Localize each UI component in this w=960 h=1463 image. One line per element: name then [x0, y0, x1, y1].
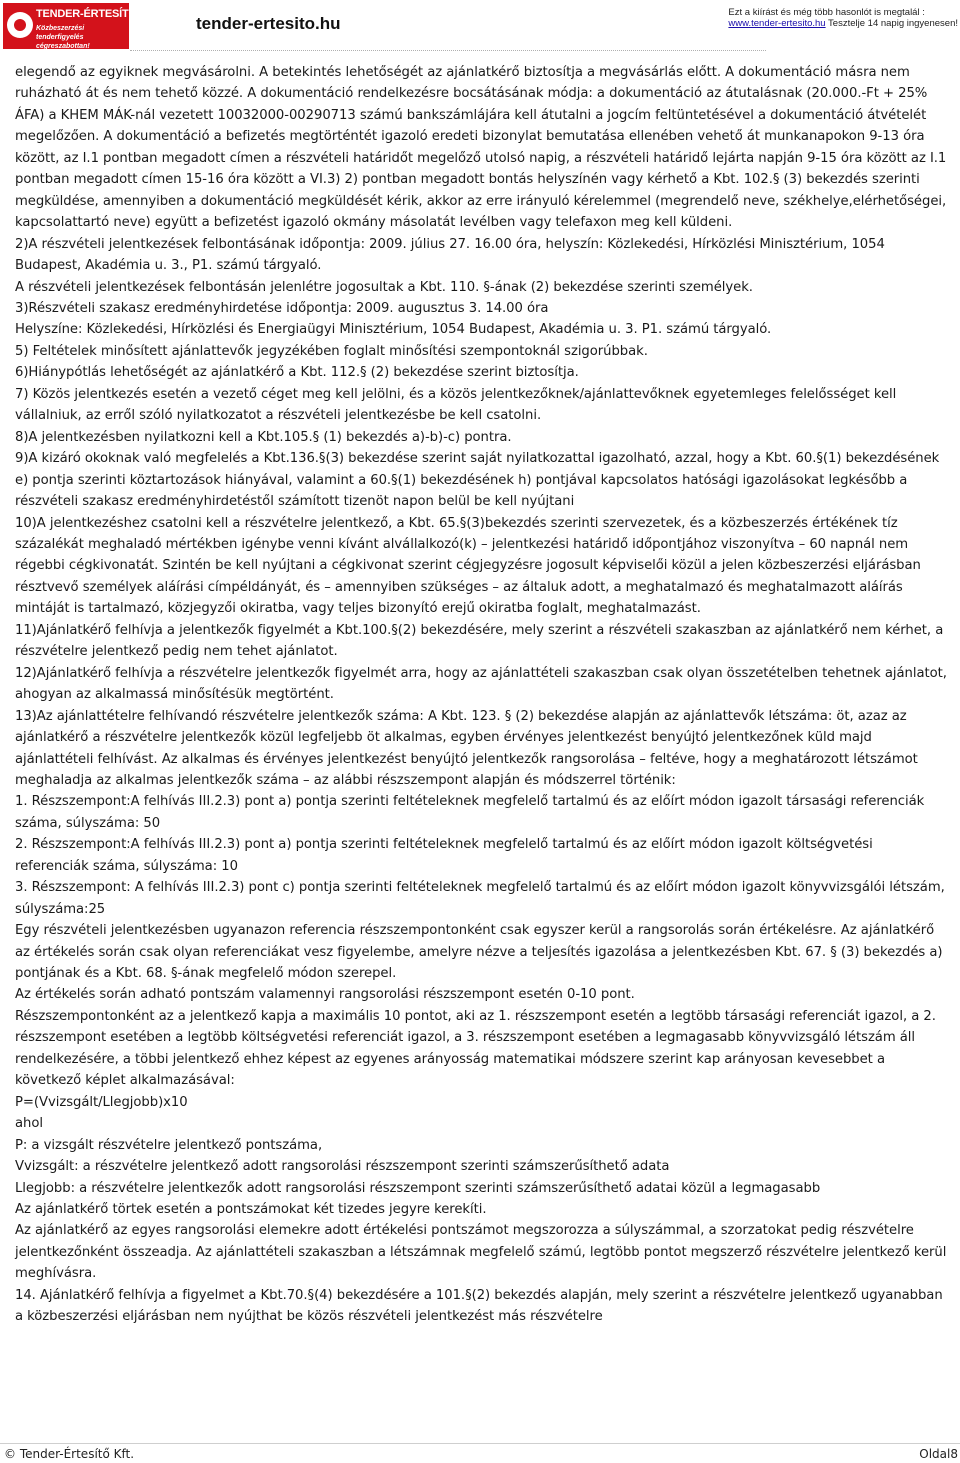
paragraph: 3)Részvételi szakasz eredményhirdetése időpontja: 2009. augusztus 3. 14.00 óra — [15, 300, 549, 316]
paragraph: 2)A részvételi jelentkezések felbontásának időpontja: 2009. július 27. 16.00 óra, helyszín: Közlekedési, Hírközlési Minisztérium, 1054 Budapest, Akadémia u. 3., P1. számú tárgyaló. — [15, 236, 885, 274]
promo-line1: Ezt a kiírást és még több hasonlót is megtalál : — [728, 7, 925, 18]
paragraph: Részszempontonként az a jelentkező kapja a maximális 10 pontot, aki az 1. részszempont esetén a legtöbb társasági referenciát igazol, a 2. részszempont esetében a legtöbb költségvetési referenciát igazol, a 3. részszempont esetében a legmagasabb könyvvizsgáló létszám áll rendelkezésére, a többi jelentkező ehhez képest az egyenes arányosság matematikai módszere szerint kap arányosan kevesebbet a következő képlet alkalmazásával: — [15, 1008, 936, 1089]
logo-title: TENDER-ÉRTESÍTŐ.hu — [36, 8, 153, 20]
site-title: tender-ertesito.hu — [196, 14, 341, 33]
paragraph: ahol — [15, 1116, 43, 1132]
paragraph: 7) Közös jelentkezés esetén a vezető céget meg kell jelölni, és a közös jelentkezőknek/ajánlattevőknek egyetemleges felelősséget kell vállalniuk, az erről szóló nyilatkozatot a részvételi jelentkezésbe be kell csatolni. — [15, 386, 897, 424]
formula: P=(Vvizsgált/Llegjobb)x10 — [15, 1094, 188, 1110]
paragraph: A részvételi jelentkezések felbontásán jelenlétre jogosultak a Kbt. 110. §-ának (2) bekezdése szerinti személyek. — [15, 279, 753, 295]
logo-subtitle: Közbeszerzési tenderfigyelés cégreszabottan! — [36, 25, 90, 50]
paragraph: Egy részvételi jelentkezésben ugyanazon referencia részszempontonként csak egyszer kerül a rangsorolás során értékelésre. Az ajánlatkérő az értékelés során csak olyan referenciákat vesz figyelembe, amelyre nézve a teljesítés igazolása a jelentkezésben Kbt. 67. § (3) bekezdés a) pontjának és a Kbt. 68. §-ának megfelelő módon szerepel. — [15, 923, 943, 982]
paragraph: 3. Részszempont: A felhívás III.2.3) pont c) pontja szerinti feltételeknek megfelelő tartalmú és az előírt módon igazolt könyvvizsgálói létszám, súlyszáma:25 — [15, 880, 945, 917]
footer-divider — [0, 1443, 960, 1444]
paragraph: 14. Ajánlatkérő felhívja a figyelmet a Kbt.70.§(4) bekezdésére a 101.§(2) bekezdés alapján, mely szerint a részvételre jelentkező ugyanabban a közbeszerzési eljárásban nem nyújthat be közös részvételi jelentkezést más részvételre — [15, 1287, 943, 1325]
paragraph: Az ajánlatkérő törtek esetén a pontszámokat két tizedes jegyre kerekíti. — [15, 1202, 487, 1218]
header-divider — [130, 50, 766, 51]
paragraph: Vvizsgált: a részvételre jelentkező adott rangsorolási részszempont szerinti számszerűsíthető adata — [15, 1159, 670, 1175]
paragraph: 13)Az ajánlattételre felhívandó részvételre jelentkezők száma: A Kbt. 123. § (2) bekezdése alapján az ajánlattevők létszáma: öt, azaz az ajánlatkérő a részvételre jelentkezők közül legfeljebb öt alkalmas, egyben érvényes jelentkezést benyújtó jelentkezőnek küld majd ajánlattételi felhívást. Az alkalmas és érvényes jelentkezést benyújtó jelentkezők rangsorolása – feltéve, hogy a meghatározott létszámot meghaladja az alkalmas jelentkezők száma – az alábbi részszempont alapján és módszerrel történik: — [15, 708, 918, 788]
page-number: Oldal8 — [919, 1447, 958, 1461]
paragraph: 9)A kizáró okoknak való megfelelés a Kbt.136.§(3) bekezdése szerint saját nyilatkozattal igazolható, azzal, hogy a Kbt. 60.§(1) bekezdésének e) pontja szerinti köztartozások hiányával, valamint a 60.§(1) bekezdésének h) pontjával kapcsolatos hatósági igazolásokat legkésőbb a részvételi szakasz eredményhirdetéstől számított tizenöt napon belül be kell nyújtani — [15, 451, 940, 510]
promo-link[interactable]: www.tender-ertesito.hu — [728, 18, 826, 29]
paragraph: 10)A jelentkezéshez csatolni kell a részvételre jelentkező, a Kbt. 65.§(3)bekezdés szerinti szervezetek, és a közbeszerzés értékének tíz százalékát meghaladó mértékben igénybe venni kívánt alvállalkozó(k) – jelentkezési határidő időpontjához viszonyítva – 60 napnál nem régebbi cégkivonatát. Szintén be kell nyújtani a cégkivonat szerint cégjegyzésre jogosult képviselői közül a jelen közbeszerzési eljárásban résztvevő személyek aláírási címpéldányát, és – amennyiben szükséges – az általuk adott, a meghatalmazó és meghatalmazott aláírás mintáját is tartalmazó, közjegyzői okiratba, vagy teljes bizonyító erejű okiratba foglalt, meghatalmazást. — [15, 515, 921, 617]
paragraph: P: a vizsgált részvételre jelentkező pontszáma, — [15, 1137, 323, 1153]
paragraph: 5) Feltételek minősített ajánlattevők jegyzékében foglalt minősítési szempontoknál szigorúbbak. — [15, 343, 648, 359]
paragraph: 11)Ajánlatkérő felhívja a jelentkezők figyelmét a Kbt.100.§(2) bekezdésére, mely szerint a részvételi szakaszban az ajánlatkérő nem kérhet, a részvételre jelentkező pedig nem tehet ajánlatot. — [15, 622, 944, 660]
paragraph: 2. Részszempont:A felhívás III.2.3) pont a) pontja szerinti feltételeknek megfelelő tartalmú és az előírt módon igazolt költségvetési referenciák száma, súlyszáma: 10 — [15, 837, 873, 874]
paragraph: 1. Részszempont:A felhívás III.2.3) pont a) pontja szerinti feltételeknek megfelelő tartalmú és az előírt módon igazolt társasági referenciák száma, súlyszáma: 50 — [15, 794, 925, 831]
page-header — [0, 0, 960, 52]
paragraph: Az ajánlatkérő az egyes rangsorolási elemekre adott értékelési pontszámot megszorozza a súlyszámmal, a szorzatokat pedig részvételre jelentkezőnként összeadja. Az ajánlattételi szakaszban a létszámnak megfelelő számú, legtöbb pontot megszerző részvételre jelentkező kerül meghívásra. — [15, 1223, 947, 1282]
paragraph: Helyszíne: Közlekedési, Hírközlési és Energiaügyi Minisztérium, 1054 Budapest, Akadémia u. 3. P1. számú tárgyaló. — [15, 322, 772, 338]
tender-ertesito-logo[interactable] — [3, 3, 153, 50]
paragraph: elegendő az egyiknek megvásárolni. A betekintés lehetőségét az ajánlatkérő biztosítja a megvásárlás előtt. A dokumentáció másra nem ruházható át és nem tehető közzé. A dokumentáció rendelkezésre bocsátásának módja: a dokumentáció az átutalásnak (20.000.-Ft + 25% ÁFA) a KHEM MÁK-nál vezetett 10032000-00290713 számú bankszámlájára kell átutalni a jogcím feltüntetésével a dokumentáció átvételét megelőzően. A dokumentáció a befizetés megtörténtét igazoló eredeti bizonylat bemutatása ellenében vehető át munkanapokon 9-13 óra között, az I.1 pontban megadott címen a részvételi határidőt megelőző utolsó napig, a részvételi határidő lejárta napján 9-15 óra között az I.1 pontban megadott címen 15-16 óra között a VI.3) 2) pontban megadott bontás helyszínén vagy kérhető a Kbt. 102.§ (3) bekezdés szerinti megküldése, amennyiben a dokumentáció megküldését kérik, akkor az erre irányuló kérelemmel (megrendelő neve, székhelye,elérhetőségei, kapcsolattartó neve) együtt a befizetést igazoló okmány másolatát levélben vagy telefaxon meg kell küldeni. — [15, 65, 947, 231]
promo-line2 — [728, 18, 958, 29]
footer-copyright: © Tender-Értesítő Kft. — [4, 1447, 135, 1461]
promo-notice — [728, 7, 958, 29]
paragraph: Llegjobb: a részvételre jelentkezők adott rangsorolási részszempont szerinti számszerűsíthető adatai közül a legmagasabb — [15, 1180, 821, 1196]
promo-trial-text: Tesztelje 14 napig ingyenesen! — [825, 18, 958, 29]
document-body — [15, 62, 947, 1328]
paragraph: Az értékelés során adható pontszám valamennyi rangsorolási részszempont esetén 0-10 pont. — [15, 987, 635, 1003]
paragraph: 12)Ajánlatkérő felhívja a részvételre jelentkezők figyelmét arra, hogy az ajánlattételi szakaszban csak olyan összetételben tehetnek ajánlatot, ahogyan az alkalmassá minősítésük megtörtént. — [15, 665, 947, 703]
paragraph: 6)Hiánypótlás lehetőségét az ajánlatkérő a Kbt. 112.§ (2) bekezdése szerint biztosítja. — [15, 365, 579, 381]
logo-emblem-icon — [7, 12, 33, 38]
paragraph: 8)A jelentkezésben nyilatkozni kell a Kbt.105.§ (1) bekezdés a)-b)-c) pontra. — [15, 429, 512, 445]
